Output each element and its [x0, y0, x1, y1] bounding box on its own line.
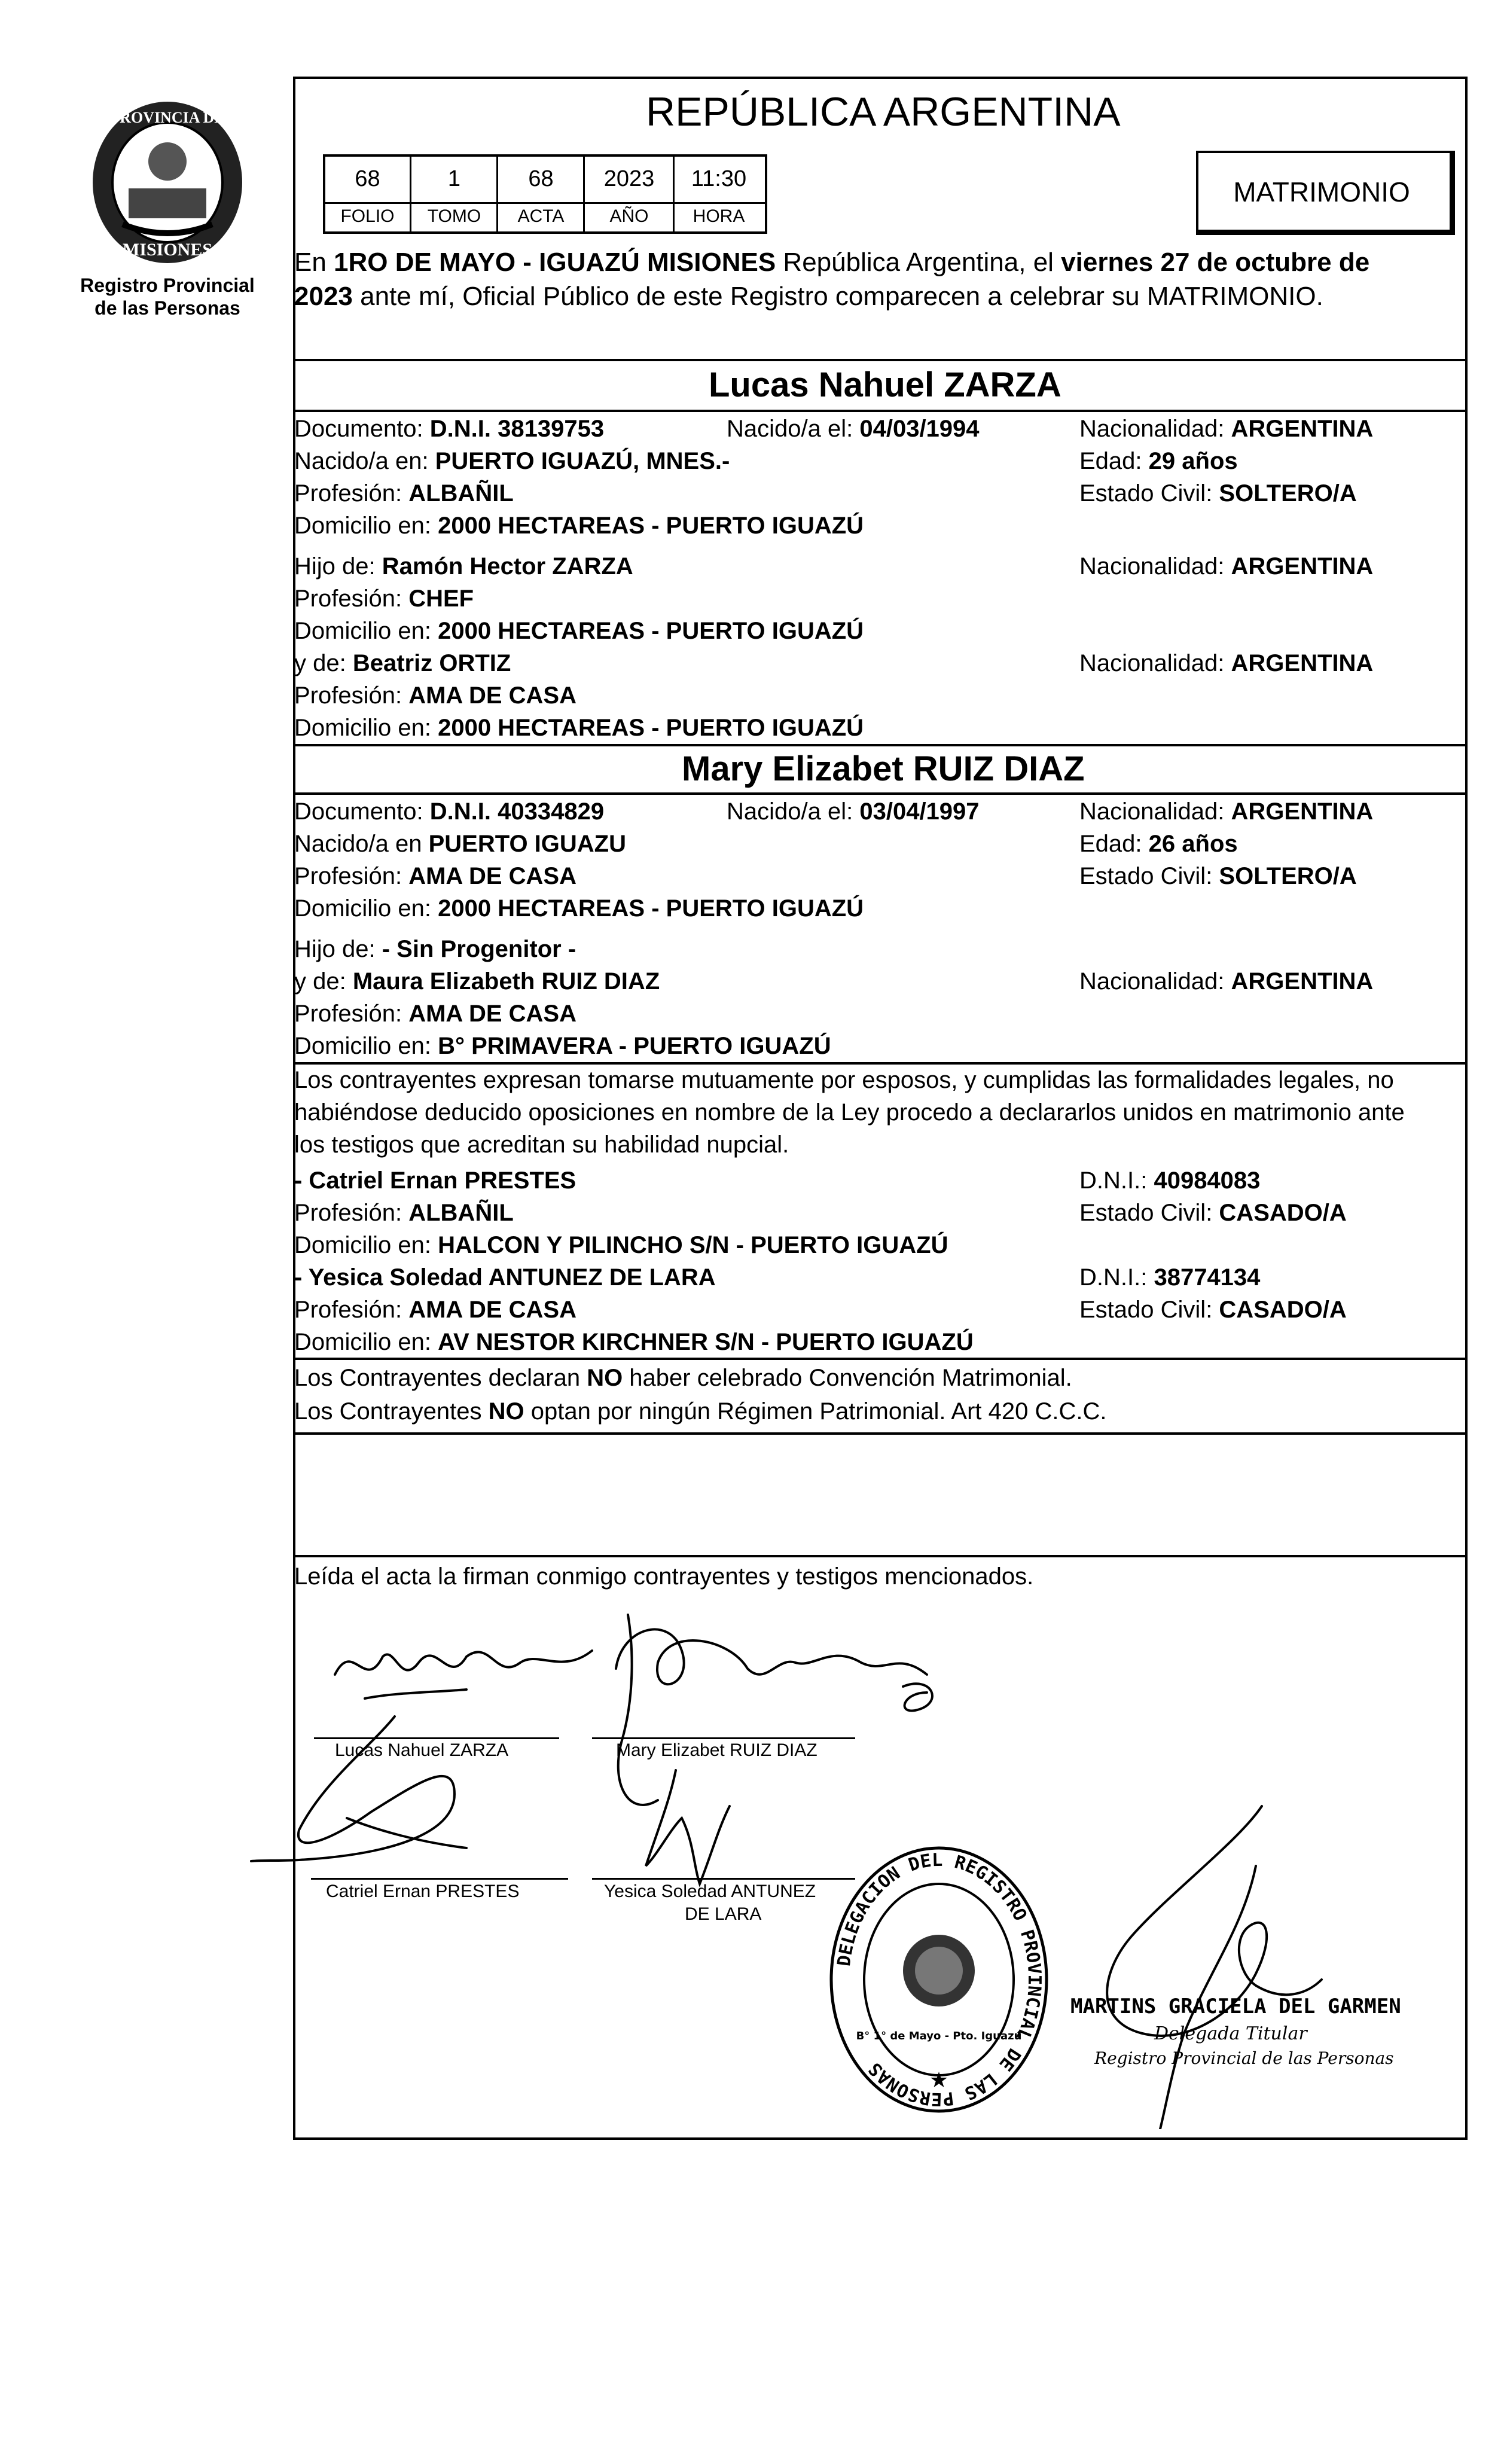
declaration-line1: Los contrayentes expresan tomarse mutuamente por esposos, y cumplidas las formalidades legales, no	[294, 1067, 1394, 1093]
spouse2-mother: y de: Maura Elizabeth RUIZ DIAZ	[294, 968, 660, 995]
spouse1-address: Domicilio en: 2000 HECTAREAS - PUERTO IGUAZÚ	[294, 513, 864, 539]
spouse1-name: Lucas Nahuel ZARZA	[709, 365, 1061, 404]
witness1-civil-status: Estado Civil: CASADO/A	[1079, 1200, 1347, 1226]
witness2-profession: Profesión: AMA DE CASA	[294, 1297, 576, 1323]
spouse2-profession: Profesión: AMA DE CASA	[294, 863, 576, 889]
stamp-inner-text: B° 1° de Mayo - Pto. Iguazú	[856, 2030, 1022, 2042]
registry-name-line1: Registro Provincial	[80, 275, 255, 296]
seal-top-text: PROVINCIA DE	[110, 109, 225, 126]
signature-label-spouse1: Lucas Nahuel ZARZA	[335, 1740, 509, 1760]
spouse1-father-profession: Profesión: CHEF	[294, 585, 474, 612]
stamp-ring-text: DELEGACION DEL REGISTRO PROVINCIAL DE LAS PERSONAS	[833, 1849, 1045, 2110]
officer-role: Delegada Titular	[1154, 2023, 1307, 2044]
tomo-label: TOMO	[427, 206, 481, 226]
spouse1-mother-address: Domicilio en: 2000 HECTAREAS - PUERTO IGUAZÚ	[294, 715, 864, 741]
officer-office: Registro Provincial de las Personas	[1094, 2048, 1394, 2068]
spouse2-mother-nationality: Nacionalidad: ARGENTINA	[1079, 968, 1374, 995]
signature-label-spouse2: Mary Elizabet RUIZ DIAZ	[616, 1740, 817, 1760]
folio-label: FOLIO	[340, 206, 395, 226]
spouse1-father-nationality: Nacionalidad: ARGENTINA	[1079, 553, 1374, 580]
witness2-name: - Yesica Soledad ANTUNEZ DE LARA	[294, 1264, 716, 1291]
signature-spouse2	[616, 1629, 927, 1684]
acta-value: 68	[528, 166, 554, 191]
official-stamp	[825, 1842, 1053, 2117]
folio-value: 68	[355, 166, 380, 191]
frame-top	[293, 77, 1468, 79]
act-year: 2023	[294, 282, 353, 311]
signature-label-witness1: Catriel Ernan PRESTES	[326, 1881, 520, 1901]
acta-label: ACTA	[517, 206, 565, 226]
witness2-address: Domicilio en: AV NESTOR KIRCHNER S/N - PUERTO IGUAZÚ	[294, 1329, 974, 1355]
registry-name-line2: de las Personas	[94, 297, 240, 319]
spouse1-birthplace: Nacido/a en: PUERTO IGUAZÚ, MNES.-	[294, 448, 730, 474]
hour-value: 11:30	[691, 166, 747, 191]
year-value: 2023	[603, 166, 655, 191]
spouse1-mother: y de: Beatriz ORTIZ	[294, 650, 511, 676]
star-icon: ★	[929, 2068, 949, 2093]
spouse2-age: Edad: 26 años	[1079, 831, 1238, 857]
witness1-dni: D.N.I.: 40984083	[1079, 1167, 1261, 1194]
signature-witness2	[646, 1770, 730, 1884]
witness1-profession: Profesión: ALBAÑIL	[294, 1200, 514, 1226]
spouse2-birthdate: Nacido/a el: 03/04/1997	[727, 798, 980, 825]
act-place: 1RO DE MAYO - IGUAZÚ MISIONES	[334, 248, 776, 277]
page-title: REPÚBLICA ARGENTINA	[646, 89, 1121, 135]
intro-line1: En 1RO DE MAYO - IGUAZÚ MISIONES República Argentina, el viernes 27 de octubre de	[294, 248, 1370, 277]
spouse1-age: Edad: 29 años	[1079, 448, 1238, 474]
spouse2-mother-profession: Profesión: AMA DE CASA	[294, 1001, 576, 1027]
witness1-address: Domicilio en: HALCON Y PILINCHO S/N - PUERTO IGUAZÚ	[294, 1232, 948, 1258]
witness2-dni: D.N.I.: 38774134	[1079, 1264, 1261, 1291]
intro-line2: 2023 ante mí, Oficial Público de este Registro comparecen a celebrar su MATRIMONIO.	[294, 282, 1323, 311]
spouse1-father-address: Domicilio en: 2000 HECTAREAS - PUERTO IGUAZÚ	[294, 618, 864, 644]
registry-seal	[87, 99, 248, 269]
registry-name	[69, 274, 266, 319]
spouse1-document: Documento: D.N.I. 38139753	[294, 416, 605, 442]
tomo-value: 1	[447, 166, 461, 191]
hour-label: HORA	[693, 206, 745, 226]
act-date: viernes 27 de octubre de	[1061, 248, 1370, 277]
seal-bottom-text: MISIONES	[122, 240, 213, 260]
spouse2-father: Hijo de: - Sin Progenitor -	[294, 936, 576, 962]
act-type: MATRIMONIO	[1233, 176, 1410, 208]
spouse1-mother-nationality: Nacionalidad: ARGENTINA	[1079, 650, 1374, 676]
declaration-line3: los testigos que acreditan su habilidad nupcial.	[294, 1132, 789, 1158]
spouse2-name: Mary Elizabet RUIZ DIAZ	[682, 749, 1085, 788]
spouse2-address: Domicilio en: 2000 HECTAREAS - PUERTO IGUAZÚ	[294, 895, 864, 922]
spouse2-document: Documento: D.N.I. 40334829	[294, 798, 605, 825]
frame-right	[1465, 77, 1468, 2140]
spouse1-father: Hijo de: Ramón Hector ZARZA	[294, 553, 633, 580]
spouse1-birthdate: Nacido/a el: 04/03/1994	[727, 416, 980, 442]
declaration-line2: habiéndose deducido oposiciones en nombre de la Ley procedo a declararlos unidos en matrimonio ante	[294, 1099, 1405, 1126]
spouse1-civil-status: Estado Civil: SOLTERO/A	[1079, 480, 1357, 507]
witness1-name: - Catriel Ernan PRESTES	[294, 1167, 576, 1194]
signature-officer	[1058, 1794, 1381, 2129]
spouse2-civil-status: Estado Civil: SOLTERO/A	[1079, 863, 1357, 889]
signature-label-witness2-line2: DE LARA	[685, 1904, 762, 1924]
spouse2-mother-address: Domicilio en: B° PRIMAVERA - PUERTO IGUAZÚ	[294, 1033, 831, 1059]
signature-label-witness2-line1: Yesica Soledad ANTUNEZ	[604, 1881, 816, 1901]
closing-text: Leída el acta la firman conmigo contrayentes y testigos mencionados.	[294, 1563, 1034, 1590]
convention-line1: Los Contrayentes declaran NO haber celebrado Convención Matrimonial.	[294, 1365, 1072, 1391]
spouse2-birthplace: Nacido/a en PUERTO IGUAZU	[294, 831, 626, 857]
signature-spouse1	[335, 1651, 592, 1675]
spouse1-nationality: Nacionalidad: ARGENTINA	[1079, 416, 1374, 442]
spouse2-nationality: Nacionalidad: ARGENTINA	[1079, 798, 1374, 825]
frame-bottom	[293, 2137, 1468, 2140]
spouse1-mother-profession: Profesión: AMA DE CASA	[294, 682, 576, 709]
spouse1-profession: Profesión: ALBAÑIL	[294, 480, 514, 507]
officer-name: MARTINS GRACIELA DEL GARMEN	[1070, 1995, 1401, 2018]
convention-line2: Los Contrayentes NO optan por ningún Régimen Patrimonial. Art 420 C.C.C.	[294, 1398, 1107, 1425]
witness2-civil-status: Estado Civil: CASADO/A	[1079, 1297, 1347, 1323]
year-label: AÑO	[609, 206, 649, 226]
